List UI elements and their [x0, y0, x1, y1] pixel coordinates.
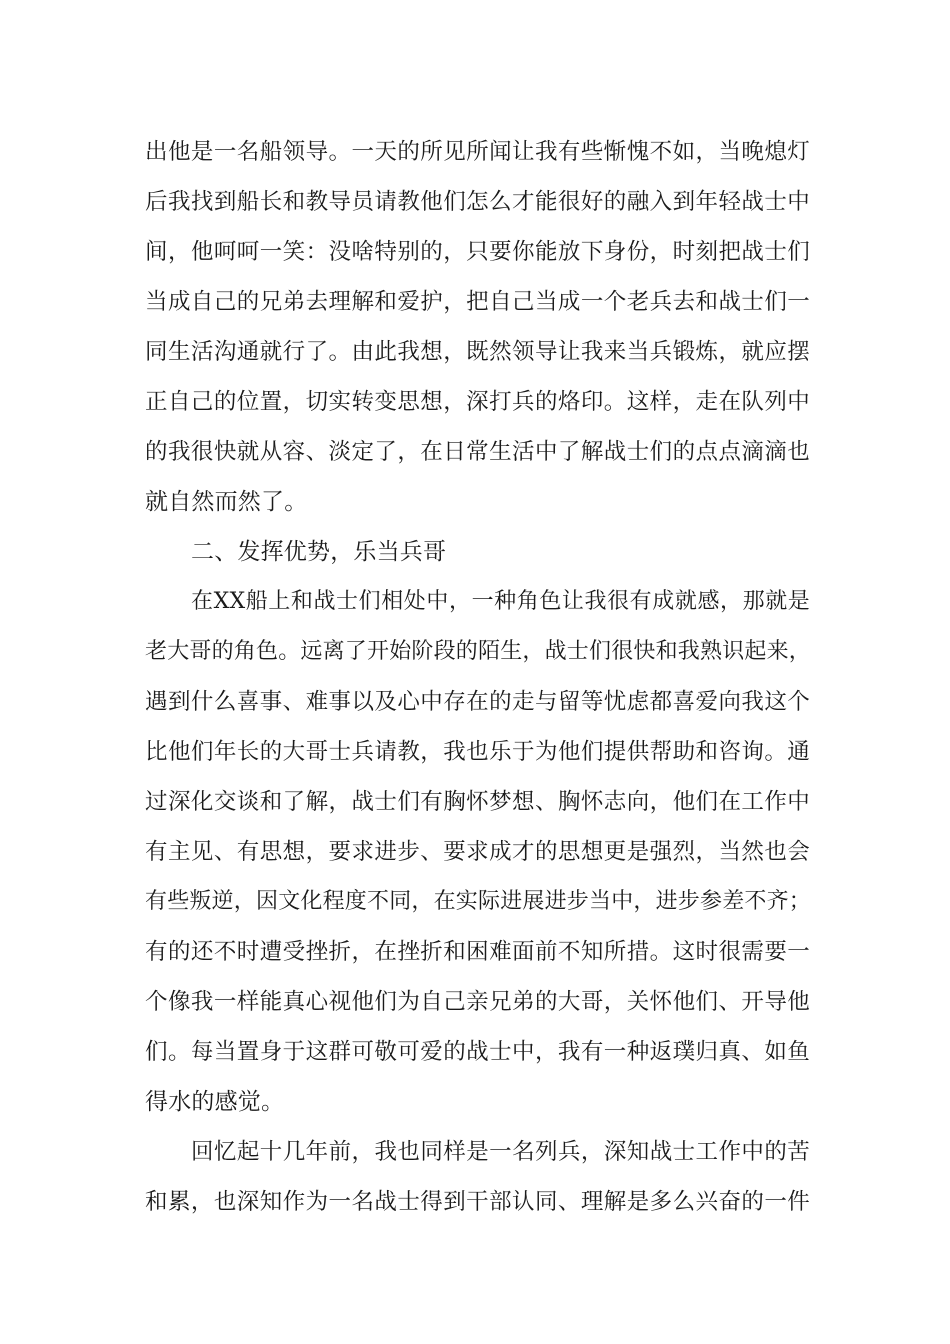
text-line: 间，他呵呵一笑：没啥特别的，只要你能放下身份，时刻把战士们 [145, 239, 810, 265]
text-line: 个像我一样能真心视他们为自己亲兄弟的大哥，关怀他们、开导他 [145, 989, 810, 1015]
text-line: 有主见、有思想，要求进步、要求成才的思想更是强烈，当然也会 [145, 839, 810, 865]
text-line: 遇到什么喜事、难事以及心中存在的走与留等忧虑都喜爱向我这个 [145, 689, 810, 715]
text-line: 比他们年长的大哥士兵请教，我也乐于为他们提供帮助和咨询。通 [145, 739, 810, 765]
text-line: 的我很快就从容、淡定了，在日常生活中了解战士们的点点滴滴也 [145, 439, 810, 465]
text-line: 同生活沟通就行了。由此我想，既然领导让我来当兵锻炼，就应摆 [145, 339, 810, 365]
text-line: 回忆起十几年前，我也同样是一名列兵，深知战士工作中的苦 [191, 1139, 810, 1165]
text-line: 二、发挥优势，乐当兵哥 [191, 539, 447, 565]
body-text [145, 127, 810, 1227]
text-line: 有些叛逆，因文化程度不同，在实际进展进步当中，进步参差不齐； [145, 889, 812, 914]
text-line: 当成自己的兄弟去理解和爱护，把自己当成一个老兵去和战士们一 [145, 289, 810, 315]
text-line: 出他是一名船领导。一天的所见所闻让我有些惭愧不如，当晚熄灯 [145, 139, 810, 165]
text-line: 和累，也深知作为一名战士得到干部认同、理解是多么兴奋的一件 [145, 1189, 810, 1215]
text-line: 过深化交谈和了解，战士们有胸怀梦想、胸怀志向，他们在工作中 [145, 789, 810, 815]
text-line: 得水的感觉。 [145, 1089, 285, 1115]
text-line: 在XX船上和战士们相处中，一种角色让我很有成就感，那就是 [191, 589, 810, 614]
text-line: 们。每当置身于这群可敬可爱的战士中，我有一种返璞归真、如鱼 [145, 1039, 810, 1065]
text-line: 正自己的位置，切实转变思想，深打兵的烙印。这样，走在队列中 [145, 389, 810, 415]
text-line: 就自然而然了。 [145, 489, 308, 515]
text-line: 后我找到船长和教导员请教他们怎么才能很好的融入到年轻战士中 [145, 189, 810, 215]
text-line: 有的还不时遭受挫折，在挫折和困难面前不知所措。这时很需要一 [145, 939, 810, 965]
text-line: 老大哥的角色。远离了开始阶段的陌生，战士们很快和我熟识起来， [145, 639, 812, 664]
